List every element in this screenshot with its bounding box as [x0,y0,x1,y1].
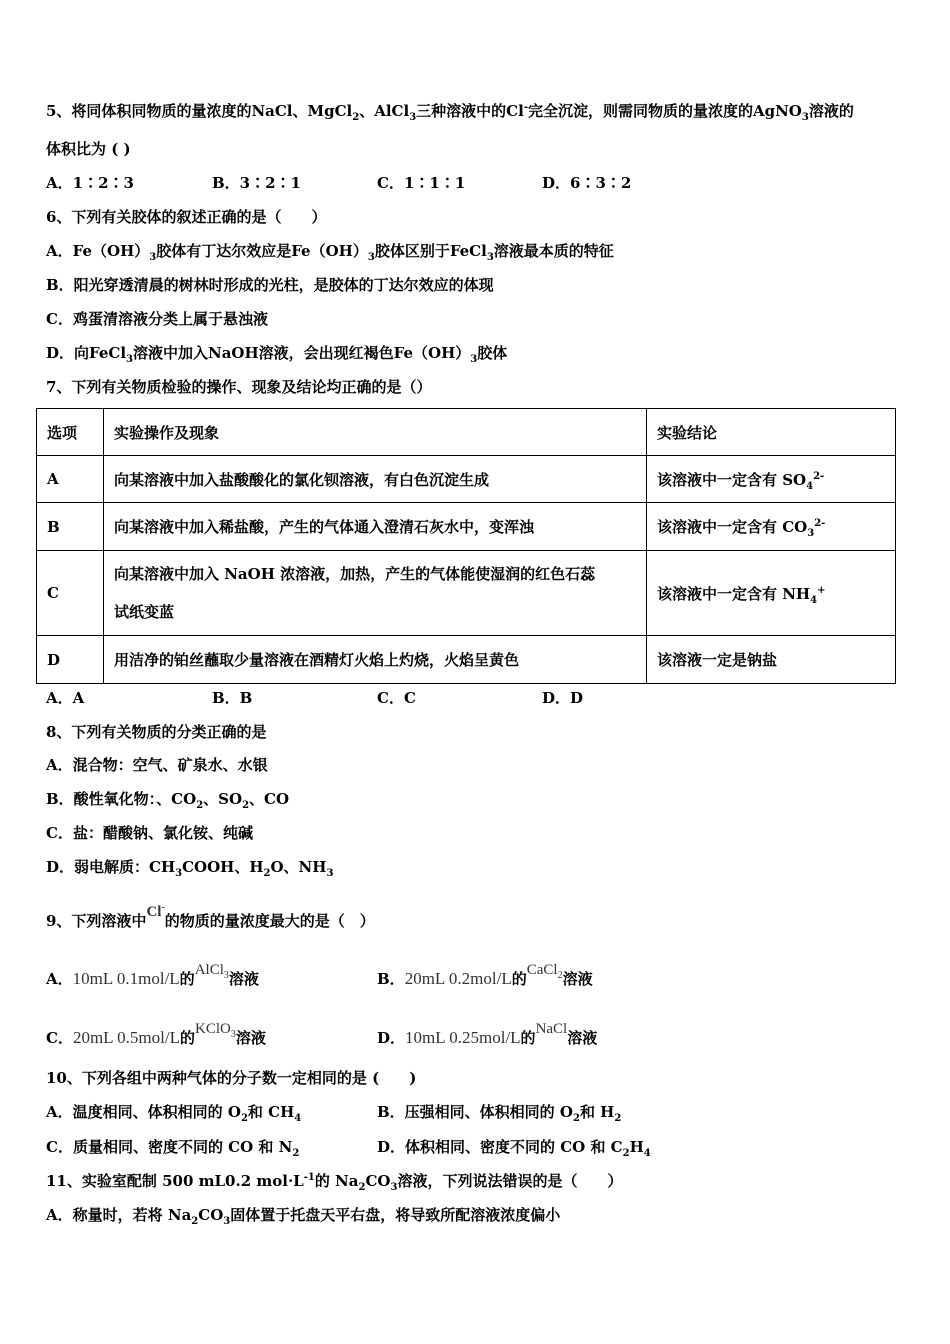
q9-option-c: C．20mL 0.5mol/L的KClO$_3$溶液 [46,1021,266,1047]
q11-option-a: A．称量时，若将 $Na_2CO_3$固体置于托盘天平右盘，将导致所配溶液浓度偏小 [46,1206,561,1227]
q7-option-d: D．D [542,689,584,707]
q7-table [36,408,896,684]
q8-stem: 8、下列有关物质的分类正确的是 [46,723,267,741]
q5-option-b: B．3∶2∶1 [212,174,301,192]
q8-option-a: A．混合物：空气、矿泉水、水银 [46,756,268,774]
row-operation: 向某溶液中加入稀盐酸，产生的气体通入澄清石灰水中，变浑浊 [104,503,647,551]
q11-stem: 11、实验室配制 500 mL0.2 $mol\cdot L^{-1}$的 $Na_2CO_3$溶液，下列说法错误的是（ ） [46,1172,623,1193]
q6-stem: 6、下列有关胶体的叙述正确的是（ ） [46,208,327,226]
q7-option-c: C．C [377,689,416,707]
q5-option-d: D．6∶3∶2 [542,174,632,192]
q6-option-a: A．$Fe(OH)_3$胶体有丁达尔效应是$Fe(OH)_3$胶体区别于FeCl$_3$溶液最本质的特征 [46,242,614,263]
row-conclusion: 该溶液中一定含有 $SO_4^{2-}$ [647,456,896,503]
row-operation: 向某溶液中加入 NaOH 浓溶液，加热，产生的气体能使湿润的红色石蕊 试纸变蓝 [104,551,647,636]
q9-option-a: A．10mL 0.1mol/L的AlCl$_3$溶液 [46,962,259,988]
q7-option-a: A．A [46,689,85,707]
q6-option-d: D．向FeCl$_3$溶液中加入NaOH溶液，会出现红褐色$Fe(OH)_3$胶体 [46,344,508,365]
row-option: A [37,456,104,503]
q5-option-a: A．1∶2∶3 [46,174,134,192]
q5-option-c: C．1∶1∶1 [377,174,466,192]
table-header-row [37,409,896,456]
q9-stem: 9、下列溶液中Cl-的物质的量浓度最大的是（ ） [46,902,375,930]
q10-option-d: D．体积相同、密度不同的 CO 和 $C_2H_4$ [377,1138,651,1159]
q10-option-a: A．温度相同、体积相同的 $O_2$和 $CH_4$ [46,1103,302,1124]
q9-option-d: D．10mL 0.25mol/L的NaCl溶液 [377,1021,598,1047]
table-row [37,456,896,503]
q10-stem: 10、下列各组中两种气体的分子数一定相同的是 ( ) [46,1069,417,1087]
table-row [37,503,896,551]
row-conclusion: 该溶液中一定含有 $NH_4^+$ [647,551,896,636]
chloride-formula: Cl- [146,902,165,920]
q7-option-b: B．B [212,689,253,707]
table-row [37,636,896,684]
q9-option-b: B．20mL 0.2mol/L的CaCl$_2$溶液 [377,962,593,988]
table-row [37,551,896,636]
row-option: D [37,636,104,684]
q8-option-c: C．盐：醋酸钠、氯化铵、纯碱 [46,824,253,842]
q5-stem-2: 体积比为 ( ) [46,140,131,158]
row-operation: 向某溶液中加入盐酸酸化的氯化钡溶液，有白色沉淀生成 [104,456,647,503]
q10-option-b: B．压强相同、体积相同的 $O_2$和 $H_2$ [377,1103,622,1124]
row-operation: 用洁净的铂丝蘸取少量溶液在酒精灯火焰上灼烧，火焰呈黄色 [104,636,647,684]
header-conclusion: 实验结论 [647,409,896,456]
q6-option-c: C．鸡蛋清溶液分类上属于悬浊液 [46,310,268,328]
q6-option-b: B．阳光穿透清晨的树林时形成的光柱，是胶体的丁达尔效应的体现 [46,276,494,294]
row-option: B [37,503,104,551]
row-option: C [37,551,104,636]
row-conclusion: 该溶液中一定含有 $CO_3^{2-}$ [647,503,896,551]
q7-stem: 7、下列有关物质检验的操作、现象及结论均正确的是（） [46,378,432,396]
q5-stem: 5、将同体积同物质的量浓度的NaCl、MgCl$_2$、AlCl$_3$三种溶液中的Cl-完全沉淀，则需同物质的量浓度的AgNO$_3$溶液的 [46,102,854,123]
header-operation: 实验操作及现象 [104,409,647,456]
row-conclusion: 该溶液一定是钠盐 [647,636,896,684]
q10-option-c: C．质量相同、密度不同的 CO 和 $N_2$ [46,1138,300,1159]
header-option: 选项 [37,409,104,456]
q8-option-d: D．弱电解质：$CH_3COOH$、$H_2O$、$NH_3$ [46,858,334,879]
q8-option-b: B．酸性氧化物：、$CO_2$、$SO_2$、CO [46,790,290,811]
